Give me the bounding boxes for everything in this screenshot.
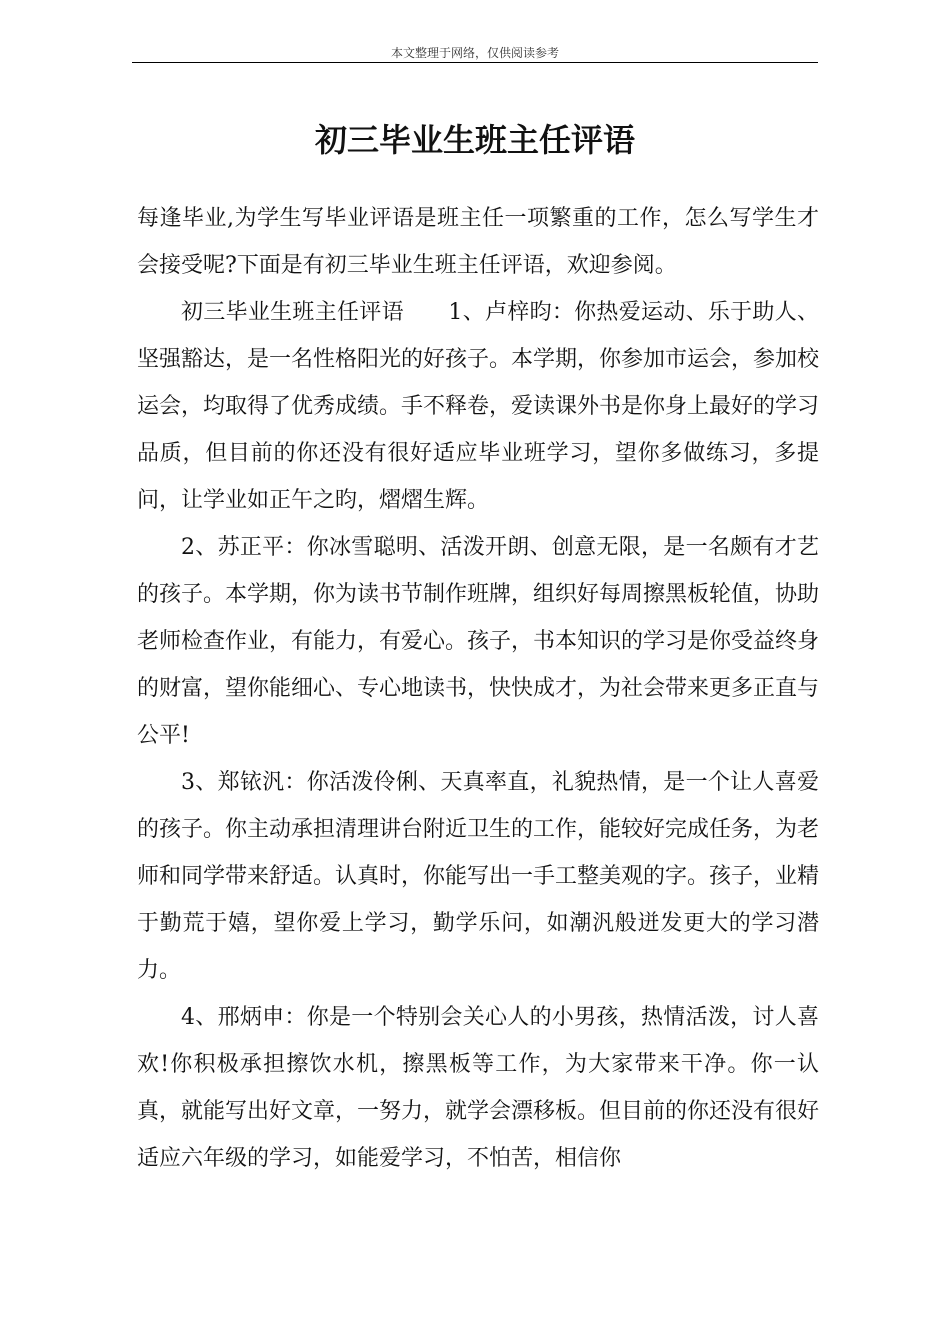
paragraph-intro: 每逢毕业,为学生写毕业评语是班主任一项繁重的工作，怎么写学生才会接受呢?下面是有初三毕业生班主任评语，欢迎参阅。	[137, 206, 819, 278]
document-title: 初三毕业生班主任评语	[314, 121, 635, 159]
header-text: 本文整理于网络，仅供阅读参考	[390, 46, 559, 60]
paragraph-comment-4: 4、邢炳申：你是一个特别会关心人的小男孩，热情活泼，讨人喜欢!你积极承担擦饮水机，擦黑板等工作，为大家带来干净。你一认真，就能写出好文章，一努力，就学会漂移板。但目前的你还没有很好适应六年级的学习，如能爱学习，不怕苦，相信你	[137, 1005, 820, 1171]
paragraph-comment-3: 3、郑铱汎：你活泼伶俐、天真率直，礼貌热情，是一个让人喜爱的孩子。你主动承担清理讲台附近卫生的工作，能较好完成任务，为老师和同学带来舒适。认真时，你能写出一手工整美观的字。孩子，业精于勤荒于嬉，望你爱上学习，勤学乐问，如潮汎般迸发更大的学习潜力。	[137, 770, 820, 983]
paragraph-comment-1: 初三毕业生班主任评语 1、卢梓昀：你热爱运动、乐于助人、坚强豁达，是一名性格阳光的好孩子。本学期，你参加市运会，参加校运会，均取得了优秀成绩。手不释卷，爱读课外书是你身上最好的学习品质，但目前的你还没有很好适应毕业班学习，望你多做练习，多提问，让学业如正午之昀，熠熠生辉。	[137, 300, 820, 513]
document-body	[137, 195, 819, 1182]
paragraph-comment-2: 2、苏正平：你冰雪聪明、活泼开朗、创意无限，是一名颇有才艺的孩子。本学期，你为读书节制作班牌，组织好每周擦黑板轮值，协助老师检查作业，有能力，有爱心。孩子，书本知识的学习是你受益终身的财富，望你能细心、专心地读书，快快成才，为社会带来更多正直与公平!	[137, 535, 820, 748]
page-header	[132, 44, 818, 63]
